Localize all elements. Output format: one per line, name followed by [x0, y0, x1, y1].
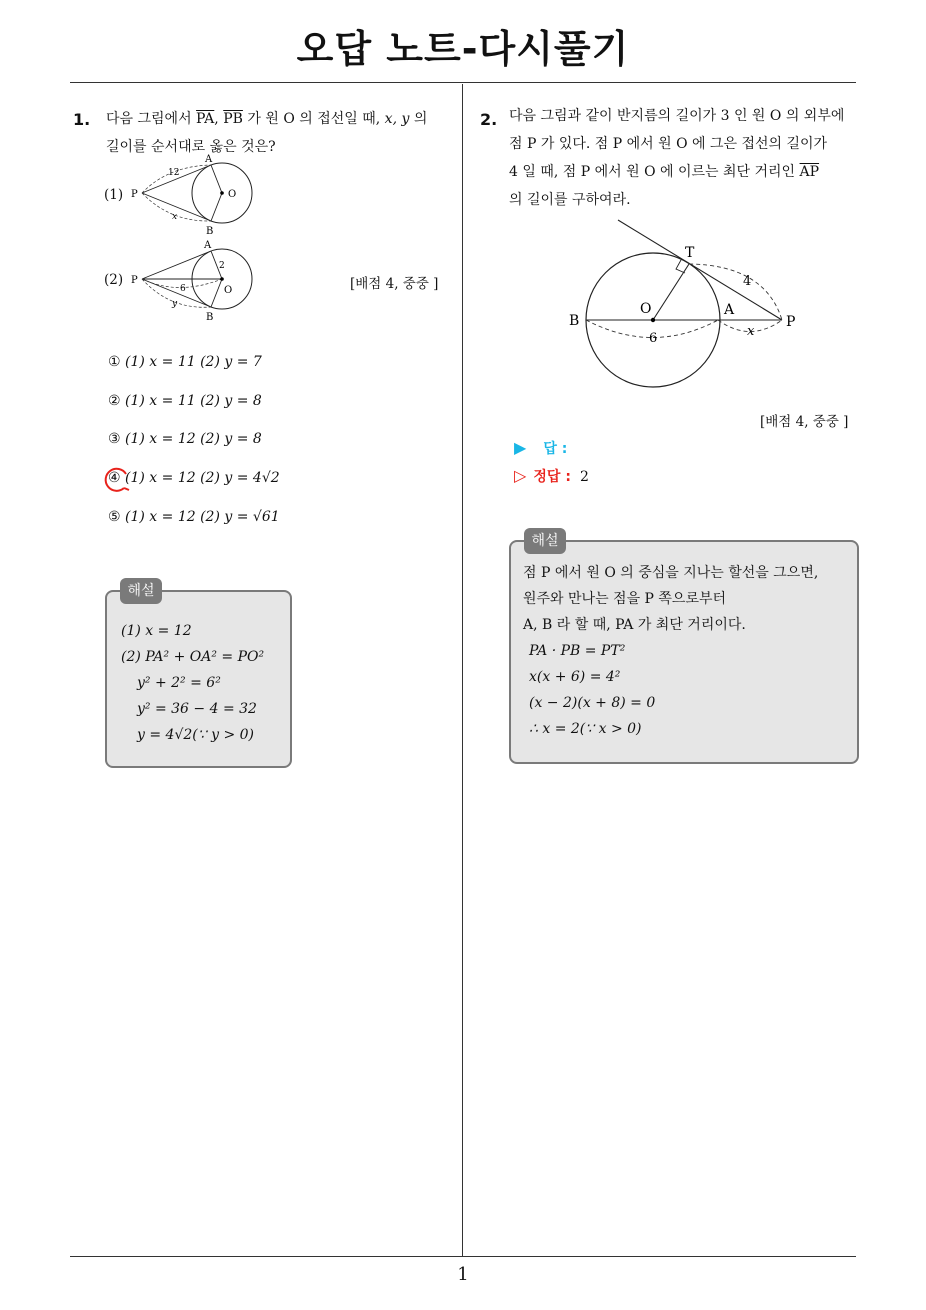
explanation-line: y² = 36 − 4 = 32: [137, 701, 257, 717]
explanation-line: y² + 2² = 6²: [137, 675, 221, 691]
q2-text: [509, 102, 861, 214]
choice-2[interactable]: [108, 393, 262, 409]
q2-label-o: O: [640, 301, 652, 317]
q2-text-line: 다음 그림과 같이 반지름의 길이가 3 인 원 O 의 외부에: [509, 108, 845, 124]
explanation-line: (x − 2)(x + 8) = 0: [529, 695, 656, 711]
choice-text: (1) x = 12 (2) y = √61: [125, 509, 280, 525]
q2-len-x: x: [747, 324, 755, 339]
segment-pb: $\overline{PB}$: [223, 111, 243, 127]
q2-text-line: [509, 158, 861, 186]
choice-5[interactable]: [108, 509, 280, 525]
q2-label-t: T: [685, 245, 695, 261]
fig2-len-6: 6: [180, 284, 186, 294]
q1-text-line1: [106, 105, 456, 133]
q2-len-6: 6: [649, 331, 658, 346]
explanation-line: x(x + 6) = 4²: [529, 669, 621, 685]
fig1-label-b: B: [206, 226, 214, 237]
correct-label: 정답 :: [533, 469, 571, 485]
fig1-label-p: P: [131, 189, 138, 200]
q2-label-p: P: [786, 314, 796, 330]
explanation-line: A, B 라 할 때, PA 가 최단 거리이다.: [523, 617, 746, 633]
answer-row: [514, 438, 567, 458]
q2-explanation-tag: 해설: [524, 528, 566, 554]
q1-explanation-tag: 해설: [120, 578, 162, 604]
correct-value: 2: [580, 469, 589, 485]
q2-text-line: 의 길이를 구하여라.: [509, 192, 631, 208]
selected-choice-circle-icon: [102, 465, 132, 495]
fig2-label-o: O: [224, 285, 233, 296]
q2-text-part: 4 일 때, 점 P 에서 원 O 에 이르는 최단 거리인: [509, 164, 800, 180]
page-title: 오답 노트-다시풀기: [296, 27, 630, 71]
choice-mark: ②: [108, 393, 121, 409]
choice-mark: ①: [108, 354, 121, 370]
q1-text-part: 다음 그림에서: [106, 111, 197, 127]
choice-mark: ⑤: [108, 509, 121, 525]
explanation-line: 원주와 만나는 점을 P 쪽으로부터: [523, 591, 727, 607]
footer-rule: [70, 1256, 856, 1257]
play-arrow-icon: ▶: [514, 438, 527, 457]
explanation-line: PA · PB = PT²: [529, 643, 626, 659]
choice-text: (1) x = 11 (2) y = 7: [125, 354, 262, 370]
q1-vars: x, y: [384, 111, 410, 127]
q1-score: [배점 4, 중중 ]: [350, 276, 439, 292]
choice-mark: ③: [108, 431, 121, 447]
q2-label-a: A: [724, 302, 735, 318]
answer-label: 답 :: [543, 441, 568, 457]
fig1-len-x: x: [172, 212, 178, 222]
fig1-label: (1): [104, 187, 124, 203]
fig1-len-12: 12: [168, 168, 180, 178]
choice-text: (1) x = 12 (2) y = 4√2: [125, 470, 280, 486]
fig1-label-o: O: [228, 189, 237, 200]
choice-4[interactable]: [108, 470, 280, 486]
choice-text: (1) x = 11 (2) y = 8: [125, 393, 262, 409]
choice-mark: ④: [108, 470, 121, 486]
explanation-line: 점 P 에서 원 O 의 중심을 지나는 할선을 그으면,: [523, 565, 819, 581]
q1-sep: ,: [214, 111, 224, 127]
column-divider: [462, 84, 463, 1256]
q2-figure: [560, 215, 810, 400]
fig2-label-a: A: [204, 240, 212, 251]
segment-ap: $\overline{AP}$: [799, 164, 820, 180]
q1-explanation-lines: [121, 618, 264, 748]
q2-len-4: 4: [743, 274, 752, 289]
q1-figure-2: [128, 238, 263, 323]
q2-explanation-lines: [523, 560, 818, 742]
header-rule: [70, 82, 856, 83]
explanation-line: ∴ x = 2(∵ x > 0): [529, 721, 642, 737]
q1-text-part: 가 원 O 의 접선일 때,: [242, 111, 385, 127]
q1-number: 1.: [73, 110, 91, 129]
correct-answer-row: [514, 466, 589, 486]
fig2-label: (2): [104, 272, 124, 288]
q2-label-b: B: [569, 313, 580, 329]
fig2-len-y: y: [172, 299, 178, 309]
fig1-label-a: A: [205, 154, 213, 165]
choice-3[interactable]: [108, 431, 262, 447]
explanation-line: (2) PA² + OA² = PO²: [121, 649, 265, 665]
q2-explanation-box: [509, 540, 859, 764]
q1-figure-1: [128, 152, 263, 237]
explanation-line: y = 4√2(∵ y > 0): [137, 727, 255, 743]
fig2-len-2: 2: [219, 261, 225, 271]
choice-text: (1) x = 12 (2) y = 8: [125, 431, 262, 447]
fig2-label-p: P: [131, 275, 138, 286]
q1-explanation-box: [105, 590, 292, 768]
page-number: 1: [457, 1264, 469, 1285]
q2-text-line: 점 P 가 있다. 점 P 에서 원 O 에 그은 접선의 길이가: [509, 136, 828, 152]
fig2-label-b: B: [206, 312, 214, 323]
q1-text-line2: 길이를 순서대로 옳은 것은?: [106, 139, 276, 155]
q1-text-part: 의: [409, 111, 428, 127]
outline-arrow-icon: ▷: [514, 466, 527, 485]
choice-1[interactable]: [108, 354, 262, 370]
q2-score: [배점 4, 중중 ]: [760, 414, 849, 430]
explanation-line: (1) x = 12: [121, 623, 192, 639]
q2-number: 2.: [480, 110, 498, 129]
segment-pa: $\overline{PA}$: [196, 111, 215, 127]
